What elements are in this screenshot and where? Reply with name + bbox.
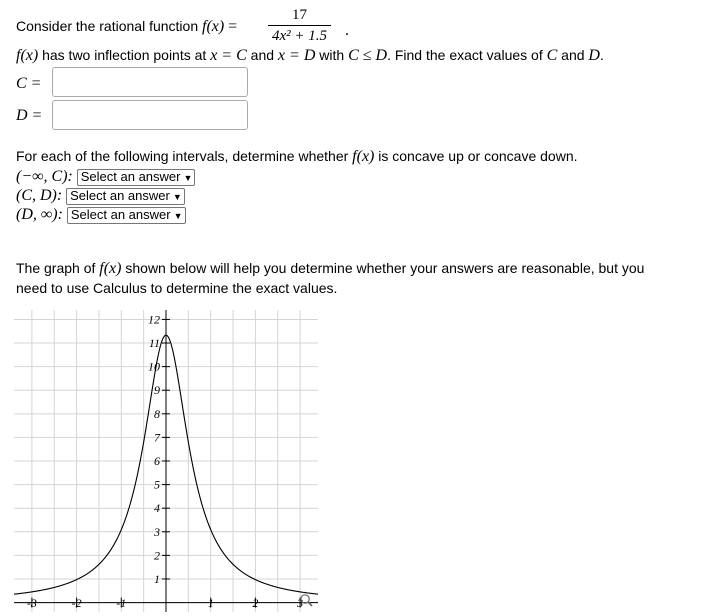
chevron-down-icon: ▼ xyxy=(172,191,182,202)
p3: is concave up or concave down. xyxy=(374,148,578,164)
concavity-select-1[interactable] xyxy=(77,169,196,186)
y-tick-label-8: 8 xyxy=(154,406,160,421)
chevron-down-icon: ▼ xyxy=(183,172,193,183)
y-tick-label-7: 7 xyxy=(154,430,160,445)
t4: . Find the exact values of xyxy=(387,47,547,63)
inflection-line xyxy=(16,47,604,65)
xc: x = C xyxy=(210,47,247,64)
x-tick-label-2: 2 xyxy=(252,596,259,610)
y-tick-label-1: 1 xyxy=(154,571,160,586)
x-tick-label--1: -1 xyxy=(116,596,127,610)
intro-text: Consider the rational function xyxy=(16,18,202,34)
t6: . xyxy=(599,47,604,63)
y-tick-label-10: 10 xyxy=(148,359,160,374)
select-value: Select an answer xyxy=(80,168,181,184)
t2: and xyxy=(246,47,278,63)
t1: has two inflection points at xyxy=(38,47,211,63)
x-tick-label-3: 3 xyxy=(297,596,304,610)
y-tick-label-4: 4 xyxy=(154,501,160,516)
interval-label: (−∞, C): xyxy=(16,168,73,185)
interval-label: (D, ∞): xyxy=(16,206,63,223)
equals-sign: = xyxy=(228,18,238,35)
fraction xyxy=(268,6,331,45)
y-tick-label-2: 2 xyxy=(154,548,160,563)
denominator: 4x² + 1.5 xyxy=(272,28,328,44)
x-tick-label--2: -2 xyxy=(71,596,82,610)
d-label: D = xyxy=(16,107,43,124)
interval-row-1 xyxy=(16,168,195,186)
interval-row-2 xyxy=(16,187,185,205)
g1: The graph of xyxy=(16,260,100,276)
function-graph xyxy=(14,310,318,612)
graph-note-line-2: need to use Calculus to determine the exact values. xyxy=(16,280,338,296)
c: C xyxy=(546,47,558,64)
y-tick-label-11: 11 xyxy=(148,336,160,351)
x-tick-label--3: -3 xyxy=(26,596,37,610)
c-answer-input[interactable] xyxy=(52,67,248,97)
select-value: Select an answer xyxy=(70,206,171,222)
t3: with xyxy=(315,47,349,63)
period: . xyxy=(345,22,349,39)
intro-line xyxy=(16,18,237,36)
interval-row-3 xyxy=(16,206,186,224)
concavity-select-2[interactable] xyxy=(66,188,185,205)
g2: f(x) xyxy=(99,260,122,277)
x-tick-label-1: 1 xyxy=(207,596,214,610)
xd: x = D xyxy=(277,47,316,64)
y-tick-label-9: 9 xyxy=(154,383,160,398)
t5: and xyxy=(557,47,589,63)
c-label: C = xyxy=(16,75,42,92)
concavity-select-3[interactable] xyxy=(67,207,186,224)
select-value: Select an answer xyxy=(70,187,170,203)
y-tick-label-5: 5 xyxy=(154,477,160,492)
interval-label: (C, D): xyxy=(16,187,63,204)
y-tick-label-12: 12 xyxy=(148,312,160,327)
d: D xyxy=(588,47,600,64)
fx: f(x) xyxy=(16,47,39,64)
function-name: f(x) xyxy=(202,18,225,35)
p2: f(x) xyxy=(352,148,375,165)
p1: For each of the following intervals, determine whether xyxy=(16,148,353,164)
numerator: 17 xyxy=(292,7,308,23)
cled: C ≤ D xyxy=(348,47,388,64)
g3: shown below will help you determine whether your answers are reasonable, but you xyxy=(121,260,645,276)
y-tick-label-6: 6 xyxy=(154,454,160,468)
chevron-down-icon: ▼ xyxy=(173,210,183,221)
d-answer-input[interactable] xyxy=(52,100,248,130)
concavity-prompt xyxy=(16,148,578,166)
y-tick-label-3: 3 xyxy=(154,524,160,539)
graph-note-line-1 xyxy=(16,260,644,278)
